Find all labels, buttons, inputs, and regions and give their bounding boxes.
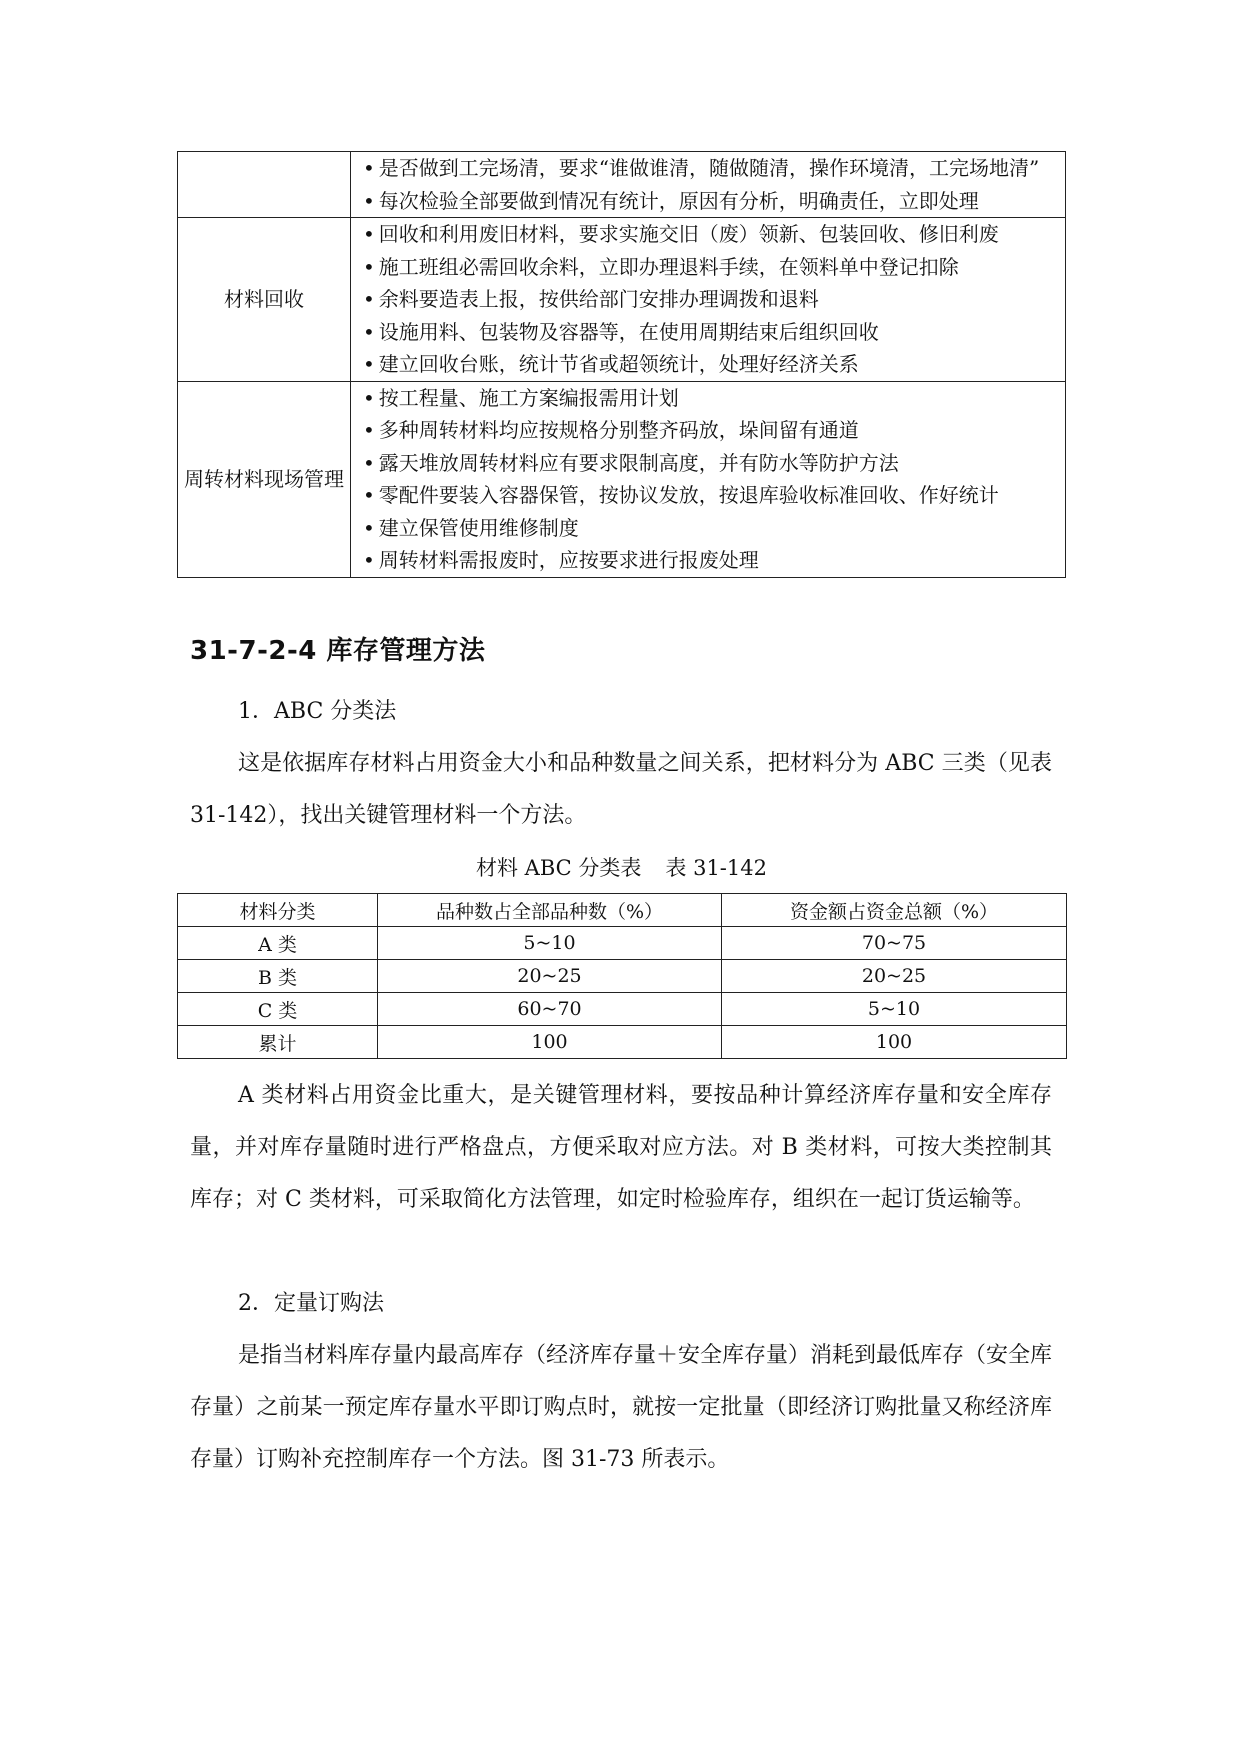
category-cell (178, 152, 351, 218)
bullet: • (363, 222, 375, 246)
list-item (363, 283, 1055, 316)
bullet: • (363, 254, 375, 279)
paragraph-intro: 这是依据库存材料占用资金大小和品种数量之间关系，把材料分为 ABC 三类（见表 31-142），找出关键管理材料一个方法。 (190, 751, 1052, 828)
table-cell: 5~10 (378, 927, 722, 960)
column-header: 资金额占资金总额（%） (722, 894, 1067, 927)
list-item (363, 382, 1055, 415)
list-item (363, 218, 1055, 251)
bullet: • (363, 319, 375, 344)
continuation-table (177, 151, 1066, 578)
table-row (178, 152, 1066, 218)
table-row (178, 993, 1067, 1026)
items-cell (351, 218, 1066, 382)
item-text: 周转材料需报废时，应按要求进行报废处理 (378, 548, 759, 572)
item-text: 设施用料、包装物及容器等，在使用周期结束后组织回收 (378, 319, 879, 344)
abc-table (177, 893, 1067, 1059)
list-item (363, 447, 1055, 480)
list-item (363, 316, 1055, 349)
item-text: 多种周转材料均应按规格分别整齐码放，垛间留有通道 (378, 418, 859, 442)
table-cell: A 类 (178, 927, 378, 960)
item-text: 露天堆放周转材料应有要求限制高度，并有防水等防护方法 (378, 450, 899, 475)
table-cell: 20~25 (378, 960, 722, 993)
item-text: 余料要造表上报，按供给部门安排办理调拨和退料 (378, 287, 819, 311)
item-text: 按工程量、施工方案编报需用计划 (378, 385, 679, 410)
table-number: 表 31-142 (665, 856, 767, 880)
category-cell: 材料回收 (178, 218, 351, 382)
column-header: 品种数占全部品种数（%） (378, 894, 722, 927)
item-text: 零配件要装入容器保管，按协议发放，按退库验收标准回收、作好统计 (378, 483, 999, 507)
item-text: 回收和利用废旧材料，要求实施交旧（废）领新、包装回收、修旧利废 (378, 222, 999, 246)
list-item (363, 152, 1055, 185)
list-item (363, 544, 1055, 577)
table-caption (177, 852, 1066, 882)
bullet: • (363, 548, 375, 572)
list-item (363, 512, 1055, 545)
table-cell: 70~75 (722, 927, 1067, 960)
paragraph-fixed-quantity: 是指当材料库存量内最高库存（经济库存量＋安全库存量）消耗到最低库存（安全库存量）之前某一预定库存量水平即订购点时，就按一定批量（即经济订购批量又称经济库存量）订购补充控制库存一个方法。图 31-73 所表示。 (190, 1343, 1053, 1472)
list-item (363, 479, 1055, 512)
table-cell: 60~70 (378, 993, 722, 1026)
table-row (178, 381, 1066, 577)
list-item (363, 414, 1055, 447)
table-caption-title: 材料 ABC 分类表 (476, 856, 642, 880)
list-item (363, 251, 1055, 284)
item-text: 是否做到工完场清，要求“谁做谁清，随做随清，操作环境清，工完场地清” (378, 156, 1040, 180)
items-cell (351, 381, 1066, 577)
table-row (178, 927, 1067, 960)
subsection-title-fixed-quantity: 2．定量订购法 (238, 1291, 384, 1316)
item-text: 每次检验全部要做到情况有统计，原因有分析，明确责任，立即处理 (378, 188, 979, 213)
table-cell: C 类 (178, 993, 378, 1026)
item-text: 建立保管使用维修制度 (378, 515, 579, 540)
bullet: • (363, 352, 375, 376)
bullet: • (363, 188, 375, 213)
items-cell (351, 152, 1066, 218)
section-heading: 31-7-2-4 库存管理方法 (190, 636, 486, 666)
table-row (178, 1026, 1067, 1059)
item-text: 施工班组必需回收余料，立即办理退料手续，在领料单中登记扣除 (378, 254, 959, 279)
bullet: • (363, 450, 375, 475)
table-cell: 5~10 (722, 993, 1067, 1026)
table-cell: B 类 (178, 960, 378, 993)
table-cell: 100 (722, 1026, 1067, 1059)
column-header: 材料分类 (178, 894, 378, 927)
subsection-title-abc: 1．ABC 分类法 (238, 699, 397, 724)
table-header-row (178, 894, 1067, 927)
list-item (363, 185, 1055, 218)
category-cell: 周转材料现场管理 (178, 381, 351, 577)
table-cell: 20~25 (722, 960, 1067, 993)
list-item (363, 348, 1055, 381)
bullet: • (363, 418, 375, 442)
paragraph-abc-explanation: A 类材料占用资金比重大，是关键管理材料，要按品种计算经济库存量和安全库存量，并对库存量随时进行严格盘点，方便采取对应方法。对 B 类材料，可按大类控制其库存；对 C 类材料，可采取简化方法管理，如定时检验库存，组织在一起订货运输等。 (190, 1083, 1052, 1212)
table-cell: 累计 (178, 1026, 378, 1059)
bullet: • (363, 385, 375, 410)
item-text: 建立回收台账，统计节省或超领统计，处理好经济关系 (378, 352, 859, 376)
table-row (178, 960, 1067, 993)
table-cell: 100 (378, 1026, 722, 1059)
bullet: • (363, 483, 375, 507)
table-row (178, 218, 1066, 382)
bullet: • (363, 156, 375, 180)
bullet: • (363, 287, 375, 311)
bullet: • (363, 515, 375, 540)
